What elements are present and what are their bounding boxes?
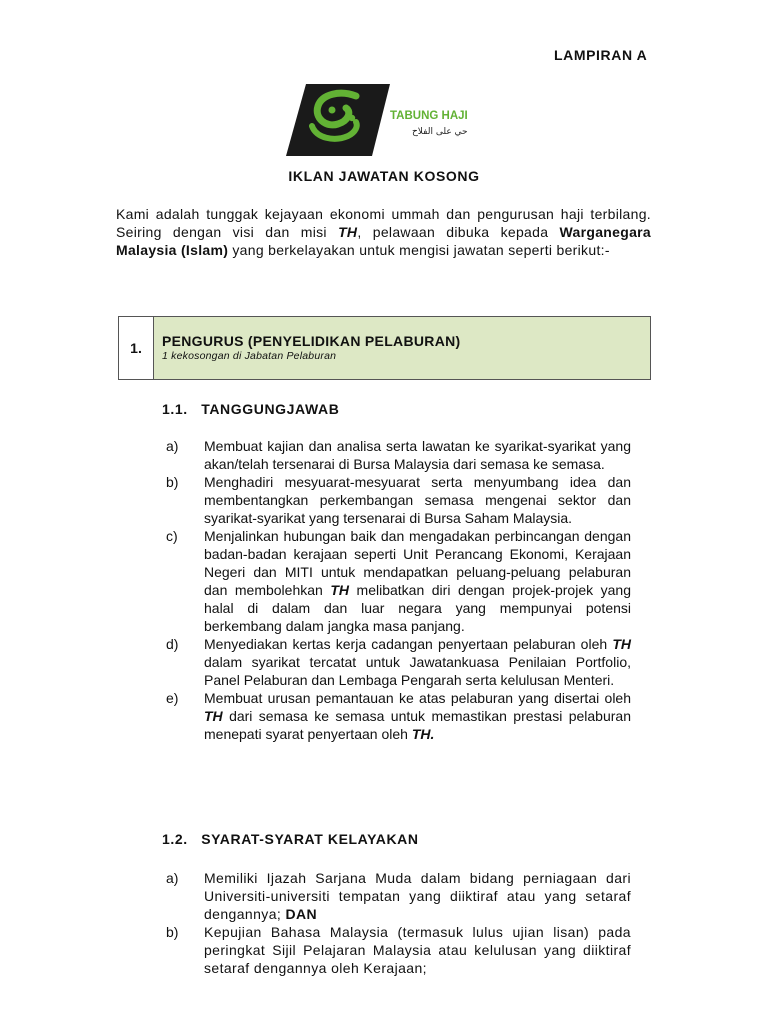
job-title: PENGURUS (PENYELIDIKAN PELABURAN) bbox=[162, 333, 461, 349]
item-text: Menghadiri mesyuarat-mesyuarat serta menyumbang idea dan membentangkan perkembangan semasa mengenai sektor dan syarikat-syarikat yang tersenarai di Bursa Saham Malaysia. bbox=[204, 474, 631, 526]
section-title-requirements: 1.2. SYARAT-SYARAT KELAYAKAN bbox=[162, 831, 419, 847]
item-label: a) bbox=[166, 438, 179, 454]
th-abbrev: TH bbox=[338, 224, 358, 240]
intro-text: , pelawaan dibuka kepada bbox=[357, 224, 560, 240]
list-item bbox=[166, 527, 631, 635]
th-abbrev: TH bbox=[612, 636, 631, 652]
intro-text: yang berkelayakan untuk mengisi jawatan seperti berikut:- bbox=[228, 242, 610, 258]
item-text: Membuat urusan pemantauan ke atas pelaburan yang disertai oleh TH dari semasa ke semasa untuk memastikan prestasi pelaburan menepati syarat penyertaan oleh TH. bbox=[204, 690, 631, 742]
job-title-box bbox=[118, 316, 651, 380]
list-item bbox=[166, 689, 631, 743]
th-abbrev: TH bbox=[204, 708, 223, 724]
item-text: Menyediakan kertas kerja cadangan penyertaan pelaburan oleh TH dalam syarikat tercatat untuk Jawatankuasa Penilaian Portfolio, Panel Pelaburan dan Lembaga Pengarah serta kelulusan Menteri. bbox=[204, 636, 631, 688]
list-item bbox=[166, 923, 631, 977]
and-conjunction: DAN bbox=[285, 906, 317, 922]
tabung-haji-logo bbox=[286, 84, 490, 158]
job-number: 1. bbox=[119, 317, 154, 379]
item-label: e) bbox=[166, 690, 179, 706]
logo-text: TABUNG HAJI bbox=[390, 110, 468, 122]
th-abbrev: TH bbox=[330, 582, 350, 598]
requirements-list bbox=[166, 869, 631, 977]
section-title-responsibilities: 1.1. TANGGUNGJAWAB bbox=[162, 401, 340, 417]
job-vacancy-note: 1 kekosongan di Jabatan Pelaburan bbox=[162, 350, 337, 362]
item-text: Menjalinkan hubungan baik dan mengadakan perbincangan dengan badan-badan kerajaan seperti Unit Perancang Ekonomi, Kerajaan Negeri dan MITI untuk mendapatkan peluang-peluang pelaburan dan membolehkan TH melibatkan diri dengan projek-projek yang halal di dalam dan luar negara yang mempunyai potensi berkembang dalam jangka masa panjang. bbox=[204, 528, 631, 634]
item-text: Memiliki Ijazah Sarjana Muda dalam bidang perniagaan dari Universiti-universiti tempatan yang diiktiraf atau yang setaraf dengannya; DAN bbox=[204, 870, 631, 922]
item-text: Membuat kajian dan analisa serta lawatan ke syarikat-syarikat yang akan/telah tersenarai di Bursa Malaysia dari semasa ke semasa. bbox=[204, 438, 631, 472]
list-item bbox=[166, 473, 631, 527]
item-label: b) bbox=[166, 924, 179, 940]
annex-label: LAMPIRAN A bbox=[554, 47, 648, 63]
th-abbrev: TH. bbox=[411, 726, 435, 742]
item-label: d) bbox=[166, 636, 179, 652]
page-heading: IKLAN JAWATAN KOSONG bbox=[288, 168, 480, 184]
logo-arabic-text: حي على الفلاح bbox=[412, 127, 468, 137]
item-label: a) bbox=[166, 870, 179, 886]
item-text: Kepujian Bahasa Malaysia (termasuk lulus ujian lisan) pada peringkat Sijil Pelajaran Malaysia atau kelulusan yang diiktiraf setaraf dengannya oleh Kerajaan; bbox=[204, 924, 631, 976]
list-item bbox=[166, 635, 631, 689]
intro-eligibility: Warganegara Malaysia (Islam) bbox=[116, 224, 652, 258]
job-title-cell bbox=[154, 317, 650, 379]
intro-text: Kami adalah tunggak kejayaan ekonomi ummah dan pengurusan haji terbilang. Seiring dengan visi dan misi bbox=[116, 206, 651, 240]
item-label: c) bbox=[166, 528, 178, 544]
item-label: b) bbox=[166, 474, 179, 490]
list-item bbox=[166, 437, 631, 473]
intro-paragraph bbox=[116, 205, 651, 259]
list-item bbox=[166, 869, 631, 923]
responsibilities-list bbox=[166, 437, 631, 743]
